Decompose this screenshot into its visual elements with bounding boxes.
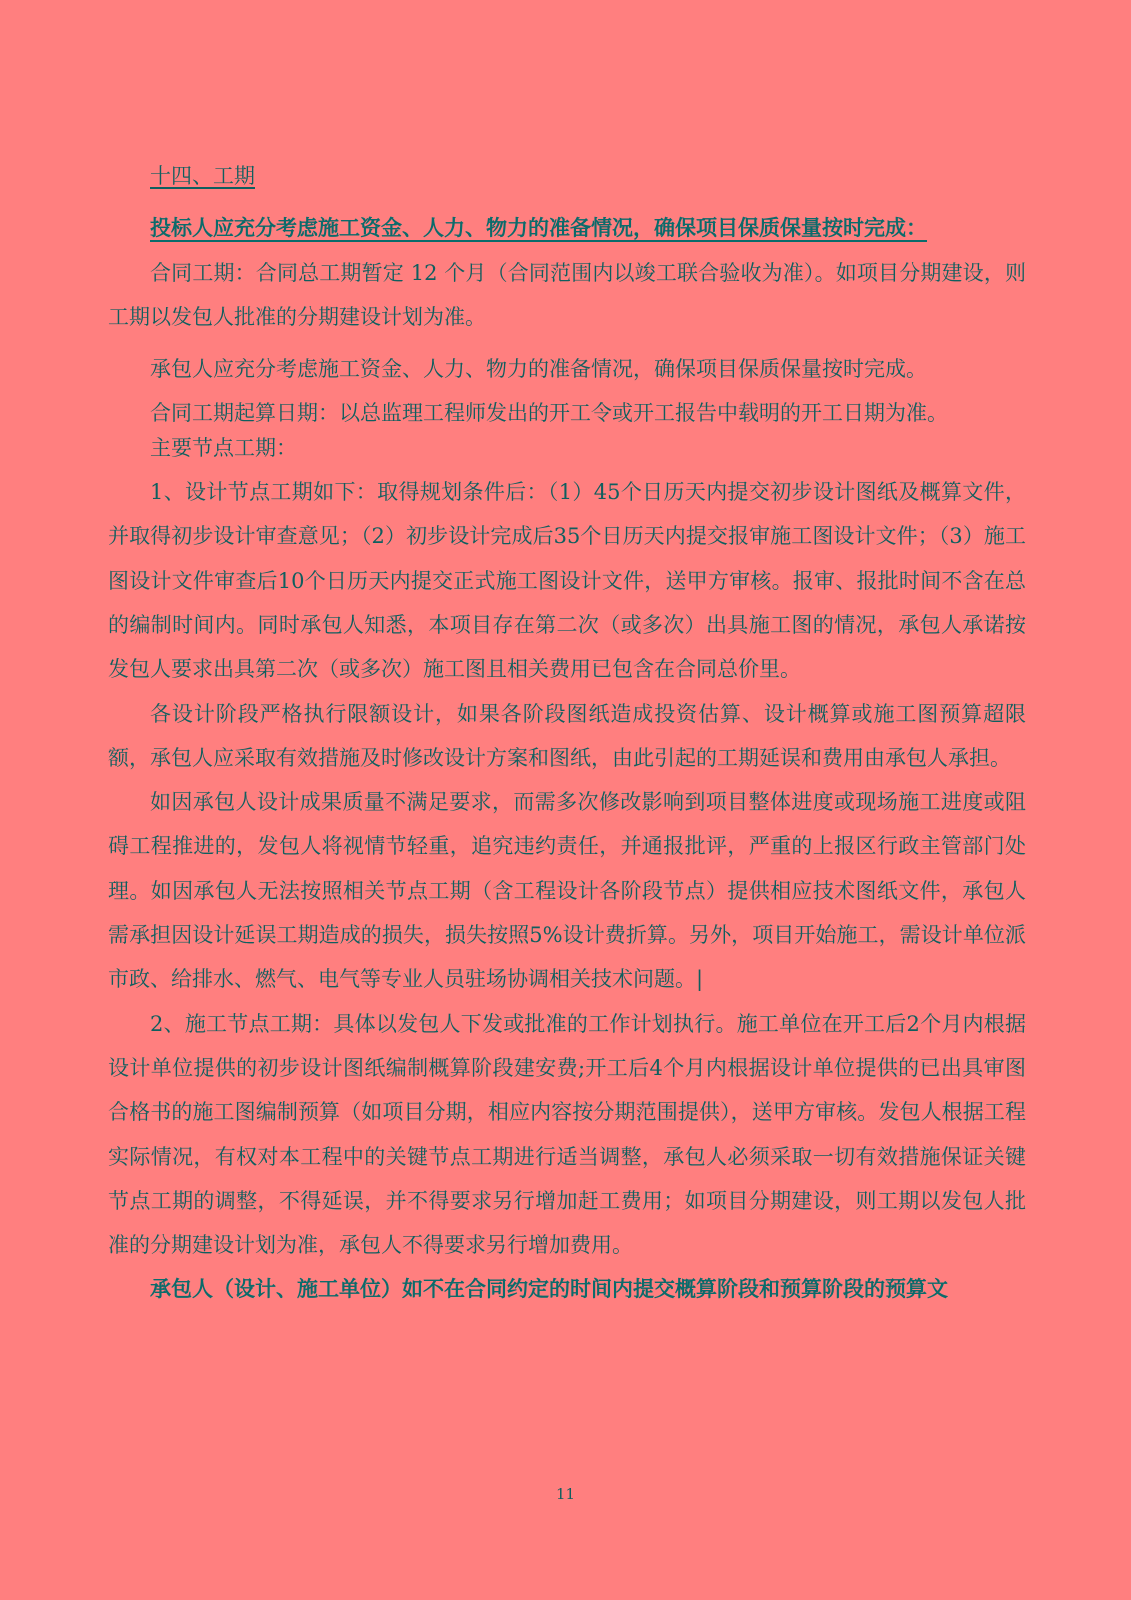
closing-bold-text: 承包人（设计、施工单位）如不在合同约定的时间内提交概算阶段和预算阶段的预算文	[150, 1277, 948, 1302]
intro-paragraph	[108, 206, 1026, 250]
contractor-prep-paragraph: 承包人应充分考虑施工资金、人力、物力的准备情况，确保项目保质保量按时完成。	[150, 357, 927, 382]
closing-paragraph	[108, 1267, 1026, 1311]
section-title: 十四、工期	[150, 164, 255, 188]
quality-penalty-paragraph: 如因承包人设计成果质量不满足要求，而需多次修改影响到项目整体进度或现场施工进度或阻碍工程推进的，发包人将视情节轻重，追究违约责任，并通报批评，严重的上报区行政主管部门处理。如因承包人无法按照相关节点工期（含工程设计各阶段节点）提供相应技术图纸文件，承包人需承担因设计延误工期造成的损失，损失按照5%设计费折算。另外，项目开始施工，需设计单位派市政、给排水、燃气、电气等专业人员驻场协调相关技术问题。|	[108, 790, 1026, 992]
start-date-paragraph: 合同工期起算日期：以总监理工程师发出的开工令或开工报告中载明的开工日期为准。	[150, 401, 948, 426]
construction-milestones-paragraph: 2、施工节点工期：具体以发包人下发或批准的工作计划执行。施工单位在开工后2个月内根据设计单位提供的初步设计图纸编制概算阶段建安费;开工后4个月内根据设计单位提供的已出具审图合格书的施工图编制预算（如项目分期，相应内容按分期范围提供），送甲方审核。发包人根据工程实际情况，有权对本工程中的关键节点工期进行适当调整，承包人必须采取一切有效措施保证关键节点工期的调整，不得延误，并不得要求另行增加赶工费用；如项目分期建设，则工期以发包人批准的分期建设计划为准，承包人不得要求另行增加费用。	[108, 1011, 1026, 1258]
limit-design-paragraph: 各设计阶段严格执行限额设计，如果各阶段图纸造成投资估算、设计概算或施工图预算超限额，承包人应采取有效措施及时修改设计方案和图纸，由此引起的工期延误和费用由承包人承担。	[108, 701, 1026, 770]
page-number: 11	[555, 1485, 576, 1503]
document-body	[108, 154, 1026, 1312]
contract-period-paragraph: 合同工期：合同总工期暂定 12 个月（合同范围内以竣工联合验收为准）。如项目分期建设，则工期以发包人批准的分期建设计划为准。	[108, 260, 1026, 329]
intro-bold-text: 投标人应充分考虑施工资金、人力、物力的准备情况，确保项目保质保量按时完成：	[150, 216, 927, 241]
milestones-label: 主要节点工期：	[150, 435, 297, 460]
design-milestones-paragraph: 1、设计节点工期如下：取得规划条件后：（1）45个日历天内提交初步设计图纸及概算文件，并取得初步设计审查意见；（2）初步设计完成后35个日历天内提交报审施工图设计文件；（3）施工图设计文件审查后10个日历天内提交正式施工图设计文件，送甲方审核。报审、报批时间不含在总的编制时间内。同时承包人知悉，本项目存在第二次（或多次）出具施工图的情况，承包人承诺按发包人要求出具第二次（或多次）施工图且相关费用已包含在合同总价里。	[108, 480, 1026, 682]
